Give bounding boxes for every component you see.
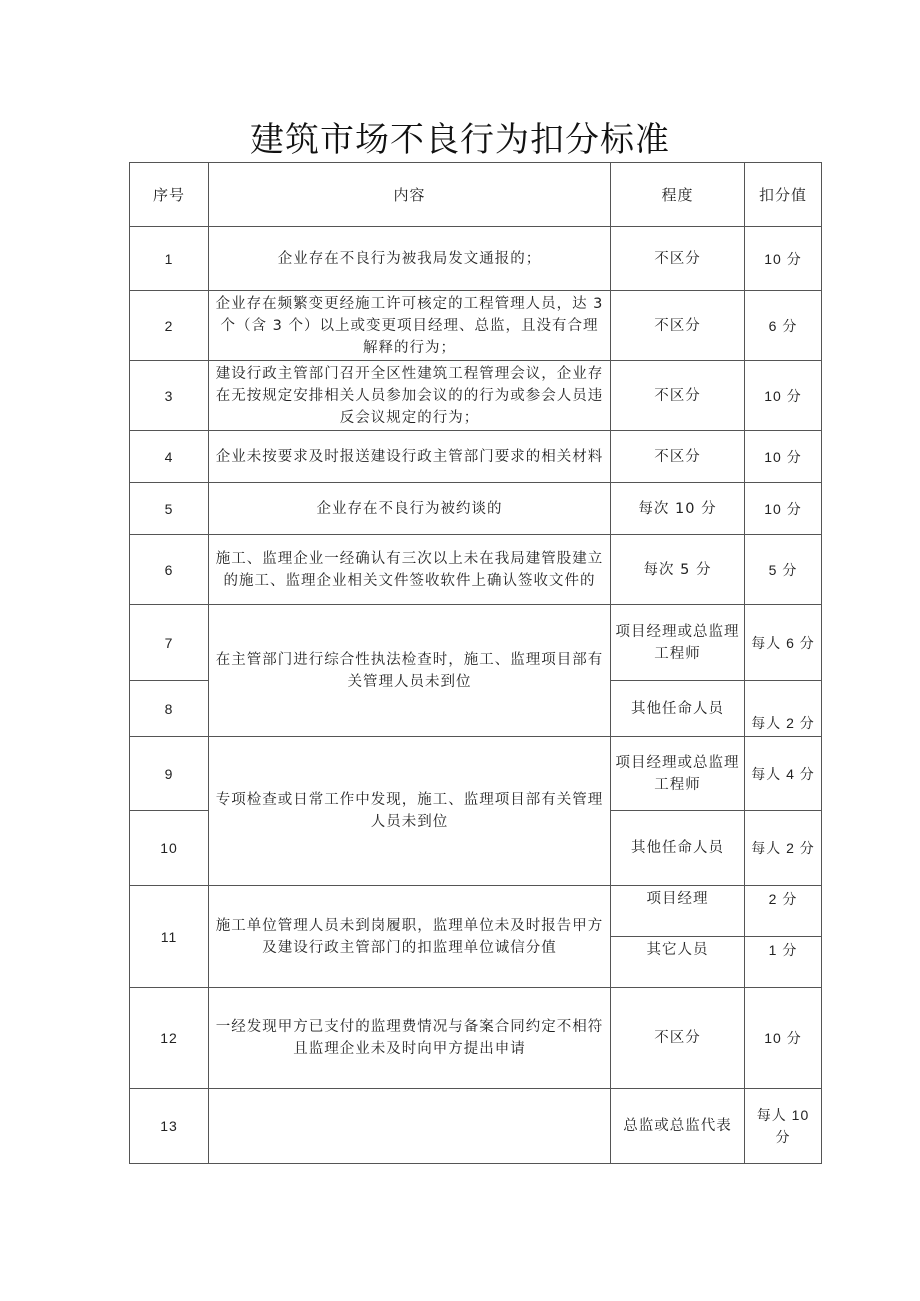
table-row — [130, 886, 822, 937]
row-score: 每人 2 分 — [745, 681, 822, 737]
row-degree: 项目经理或总监理工程师 — [611, 737, 745, 811]
row-degree: 总监或总监代表 — [611, 1089, 745, 1164]
table-row — [130, 227, 822, 291]
row-degree: 不区分 — [611, 227, 745, 291]
row-score: 6 分 — [745, 291, 822, 361]
row-no: 2 — [130, 291, 209, 361]
row-content: 在主管部门进行综合性执法检查时，施工、监理项目部有关管理人员未到位 — [209, 605, 611, 737]
row-degree: 不区分 — [611, 361, 745, 431]
row-score: 每人 2 分 — [745, 811, 822, 886]
row-degree: 不区分 — [611, 291, 745, 361]
table-row — [130, 431, 822, 483]
table-row — [130, 988, 822, 1089]
row-degree: 项目经理 — [611, 886, 745, 937]
row-content: 企业存在不良行为被我局发文通报的； — [209, 227, 611, 291]
row-content: 企业存在频繁变更经施工许可核定的工程管理人员，达 3 个（含 3 个）以上或变更项目经理、总监，且没有合理解释的行为； — [209, 291, 611, 361]
table-header-row — [130, 163, 822, 227]
table-row — [130, 1089, 822, 1164]
row-score: 5 分 — [745, 535, 822, 605]
row-score: 10 分 — [745, 431, 822, 483]
row-score: 1 分 — [745, 937, 822, 988]
row-no: 4 — [130, 431, 209, 483]
row-score: 每人 4 分 — [745, 737, 822, 811]
row-score: 2 分 — [745, 886, 822, 937]
row-content: 建设行政主管部门召开全区性建筑工程管理会议，企业存在无按规定安排相关人员参加会议的的行为或参会人员违反会议规定的行为； — [209, 361, 611, 431]
penalty-table — [129, 162, 822, 1164]
row-no: 5 — [130, 483, 209, 535]
row-no: 3 — [130, 361, 209, 431]
row-no: 10 — [130, 811, 209, 886]
row-score: 10 分 — [745, 483, 822, 535]
row-degree: 其他任命人员 — [611, 681, 745, 737]
row-no: 11 — [130, 886, 209, 988]
row-degree: 项目经理或总监理工程师 — [611, 605, 745, 681]
document-title: 建筑市场不良行为扣分标准 — [250, 120, 670, 160]
header-no: 序号 — [130, 163, 209, 227]
row-no: 12 — [130, 988, 209, 1089]
row-score: 每人 10 分 — [745, 1089, 822, 1164]
row-score: 10 分 — [745, 227, 822, 291]
row-degree: 每次 10 分 — [611, 483, 745, 535]
row-degree: 其它人员 — [611, 937, 745, 988]
row-content: 施工单位管理人员未到岗履职，监理单位未及时报告甲方及建设行政主管部门的扣监理单位诚信分值 — [209, 886, 611, 988]
table-row — [130, 291, 822, 361]
row-score: 10 分 — [745, 988, 822, 1089]
table-row — [130, 737, 822, 811]
row-content: 施工、监理企业一经确认有三次以上未在我局建管股建立的施工、监理企业相关文件签收软件上确认签收文件的 — [209, 535, 611, 605]
row-no: 6 — [130, 535, 209, 605]
row-content: 一经发现甲方已支付的监理费情况与备案合同约定不相符且监理企业未及时向甲方提出申请 — [209, 988, 611, 1089]
row-degree: 不区分 — [611, 988, 745, 1089]
row-no: 1 — [130, 227, 209, 291]
row-degree: 其他任命人员 — [611, 811, 745, 886]
header-content: 内容 — [209, 163, 611, 227]
row-no: 8 — [130, 681, 209, 737]
row-degree: 每次 5 分 — [611, 535, 745, 605]
row-content: 企业存在不良行为被约谈的 — [209, 483, 611, 535]
row-content: 企业未按要求及时报送建设行政主管部门要求的相关材料 — [209, 431, 611, 483]
row-score: 每人 6 分 — [745, 605, 822, 681]
header-degree: 程度 — [611, 163, 745, 227]
row-no: 9 — [130, 737, 209, 811]
table-row — [130, 361, 822, 431]
row-no: 7 — [130, 605, 209, 681]
row-no: 13 — [130, 1089, 209, 1164]
table-row — [130, 535, 822, 605]
table-row — [130, 483, 822, 535]
header-score: 扣分值 — [745, 163, 822, 227]
row-score: 10 分 — [745, 361, 822, 431]
row-content: 专项检查或日常工作中发现，施工、监理项目部有关管理人员未到位 — [209, 737, 611, 886]
row-content — [209, 1089, 611, 1164]
table-row — [130, 605, 822, 681]
row-degree: 不区分 — [611, 431, 745, 483]
